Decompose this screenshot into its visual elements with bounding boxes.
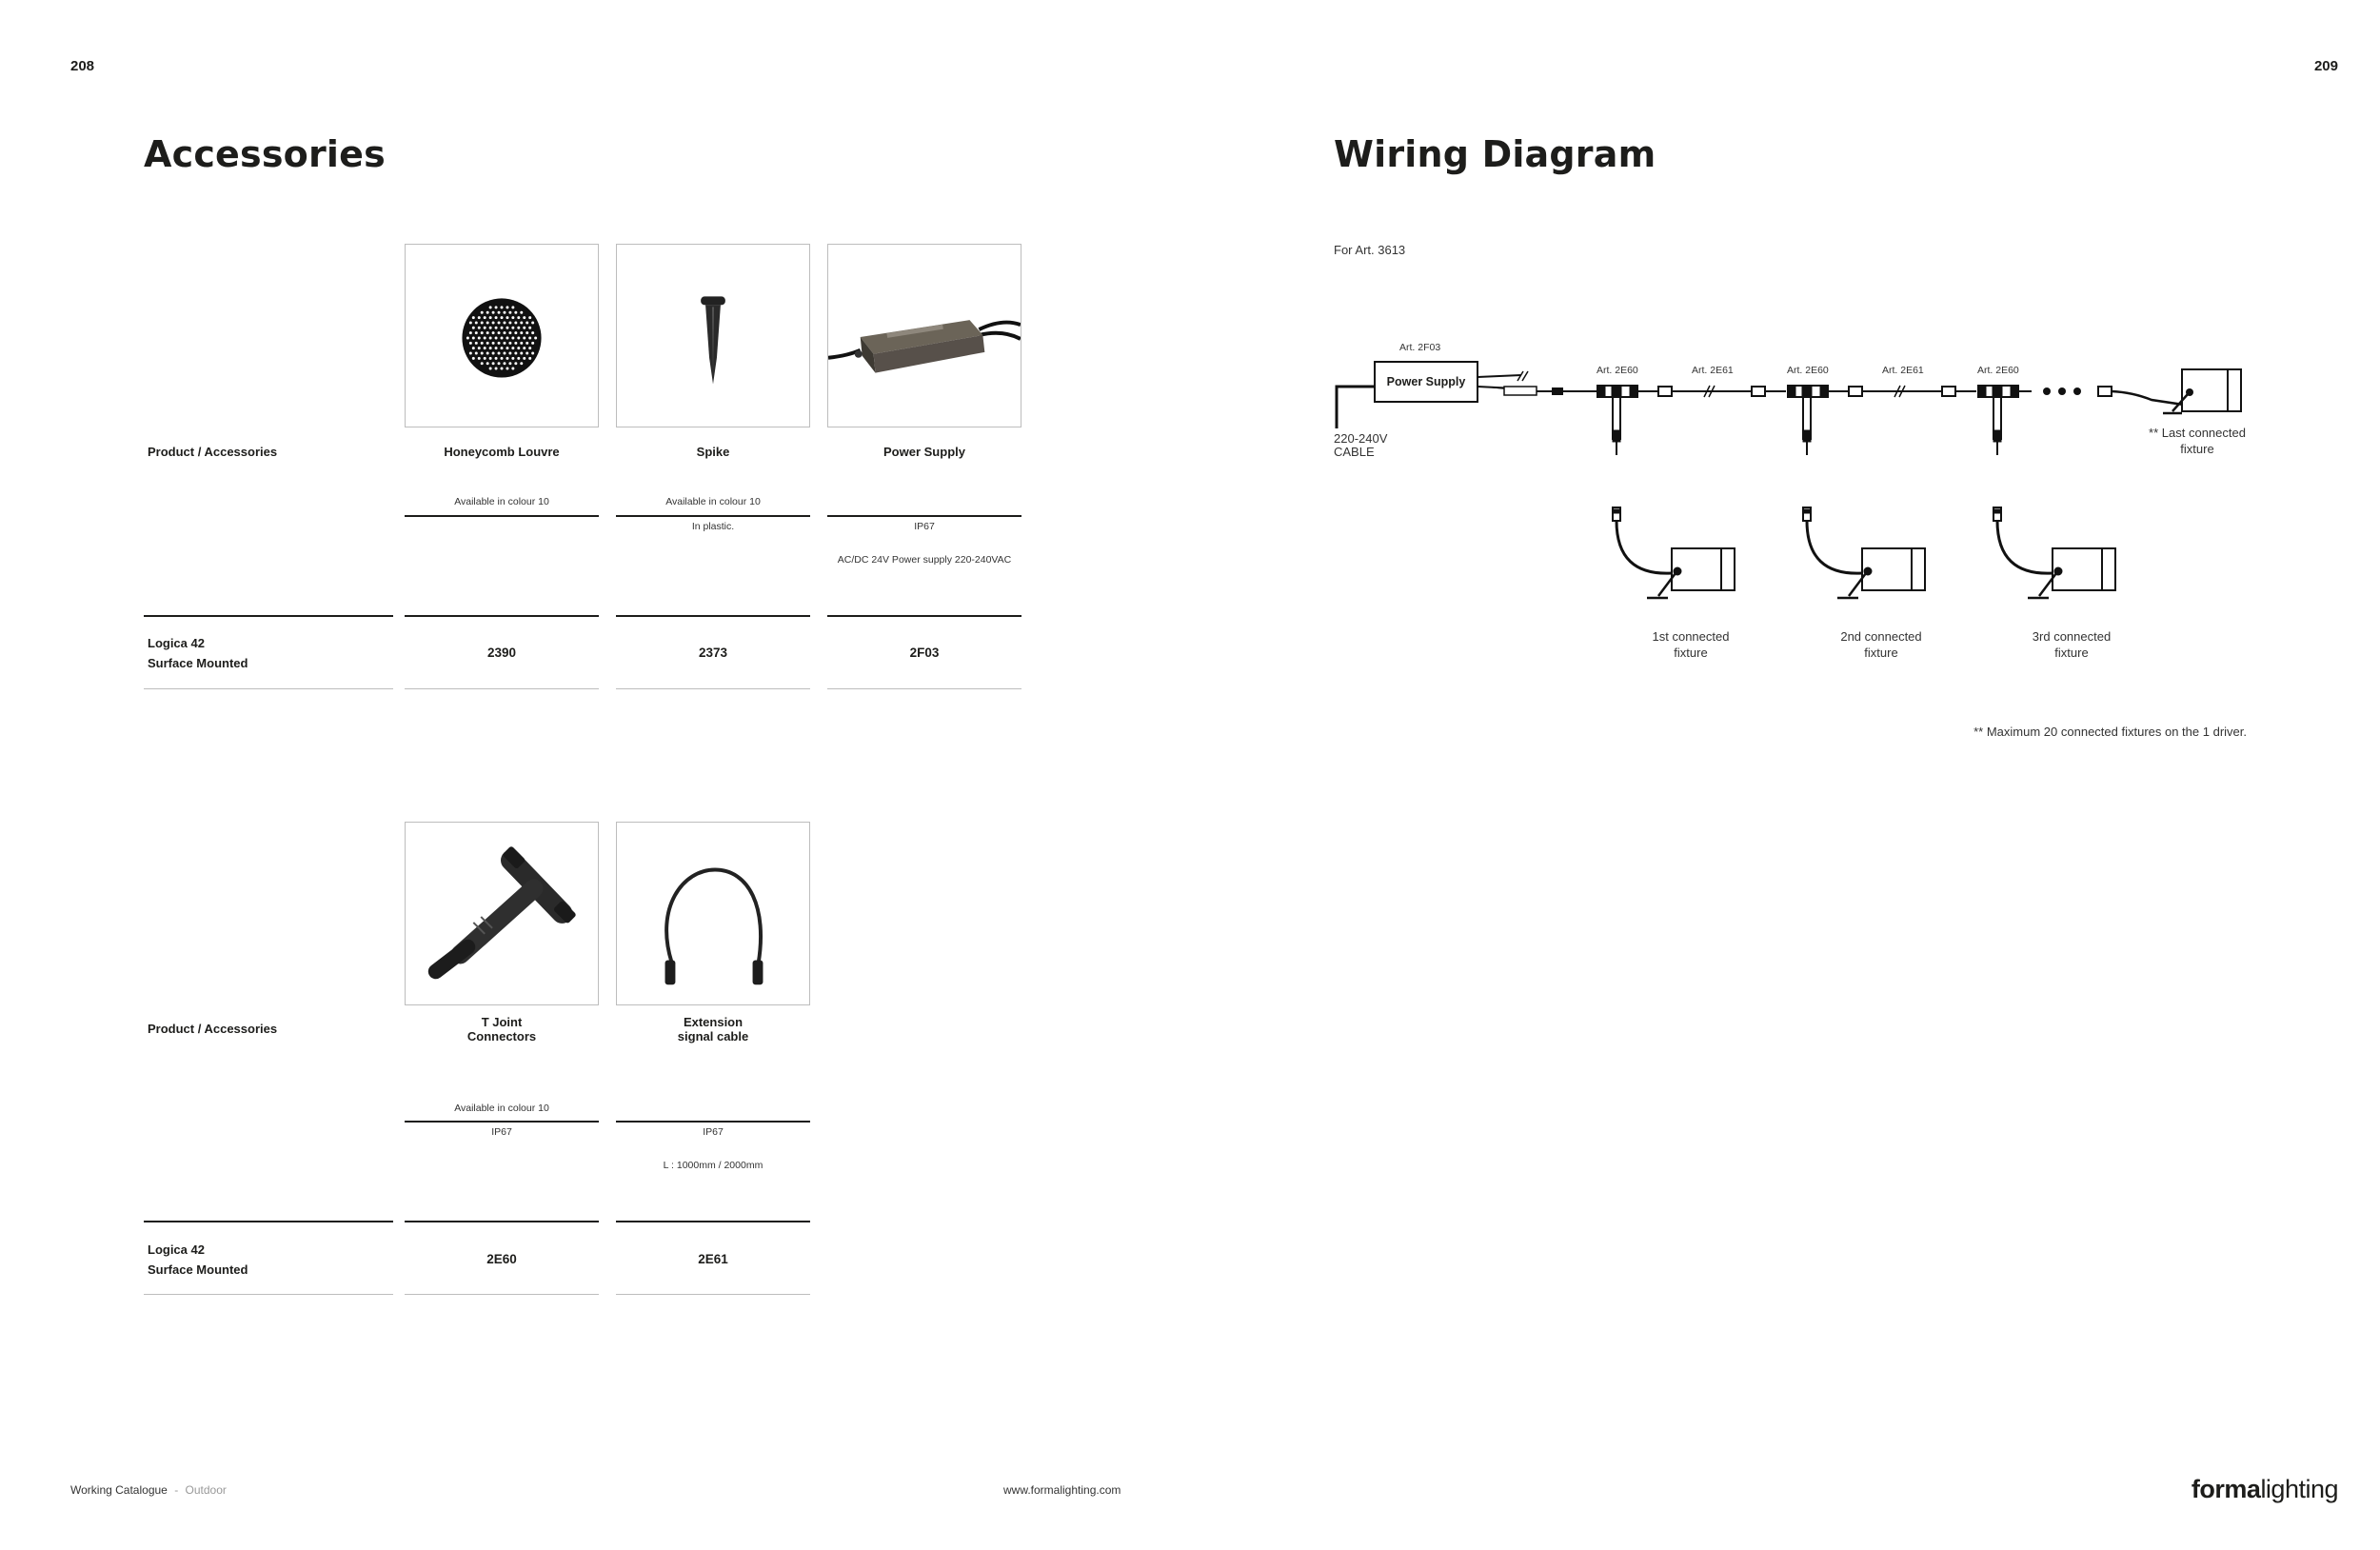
t-joint-connector-graphic: [406, 823, 598, 1004]
divider: [616, 1294, 810, 1295]
product-name-extension-cable: Extension signal cable: [677, 1015, 749, 1043]
article-code-2373: 2373: [698, 646, 728, 660]
extension-cable-graphic: [617, 823, 809, 1004]
note-spike-material: In plastic.: [691, 521, 735, 532]
note-honeycomb-colour: Available in colour 10: [454, 496, 549, 507]
divider: [405, 688, 599, 689]
divider: [405, 1221, 599, 1222]
article-code-2E60: 2E60: [486, 1252, 517, 1266]
footer-catalogue-name: Working Catalogue: [70, 1483, 168, 1497]
note-extension-length: L : 1000mm / 2000mm: [663, 1160, 764, 1171]
page-title-accessories: Accessories: [144, 133, 386, 175]
model-name-line1: Logica 42: [148, 636, 205, 650]
fixture-label-2: 2nd connected fixture: [1840, 629, 1922, 660]
footer-section: Outdoor: [185, 1483, 227, 1497]
page-title-wiring-diagram: Wiring Diagram: [1334, 133, 1656, 175]
art-label-power-supply: Art. 2F03: [1399, 342, 1441, 353]
wiring-footnote: ** Maximum 20 connected fixtures on the 1 driver.: [1973, 725, 2247, 739]
product-name-power-supply: Power Supply: [883, 445, 965, 459]
divider: [144, 615, 393, 617]
fixture-label-1: 1st connected fixture: [1652, 629, 1730, 660]
fixture-label-3: 3rd connected fixture: [2032, 629, 2112, 660]
divider: [405, 1294, 599, 1295]
note-spike-colour: Available in colour 10: [665, 496, 761, 507]
divider: [144, 688, 393, 689]
article-code-2F03: 2F03: [909, 646, 940, 660]
note-t-joint-ip: IP67: [491, 1126, 512, 1138]
divider: [616, 615, 810, 617]
t-joint-connector-image: [405, 822, 599, 1005]
page-number-right: 209: [2313, 58, 2338, 74]
art-label-extension-2: Art. 2E61: [1882, 365, 1924, 376]
honeycomb-louvre-image: [405, 244, 599, 427]
model-name-line1: Logica 42: [148, 1242, 205, 1257]
divider: [144, 1221, 393, 1222]
product-name-honeycomb-louvre: Honeycomb Louvre: [444, 445, 560, 459]
art-label-extension-1: Art. 2E61: [1692, 365, 1734, 376]
footer-website-link[interactable]: www.formalighting.com: [1003, 1483, 1121, 1497]
model-name-line2: Surface Mounted: [148, 1262, 248, 1277]
page-number-left: 208: [70, 58, 95, 74]
art-label-t-joint-3: Art. 2E60: [1977, 365, 2019, 376]
power-supply-graphic: [828, 245, 1021, 427]
model-name: [148, 1240, 248, 1280]
model-name: [148, 633, 248, 673]
power-supply-box-label: Power Supply: [1386, 375, 1466, 388]
divider: [144, 1294, 393, 1295]
product-name-t-joint: T Joint Connectors: [466, 1015, 537, 1043]
divider: [616, 688, 810, 689]
honeycomb-louvre-graphic: [406, 245, 598, 427]
art-label-t-joint-1: Art. 2E60: [1597, 365, 1638, 376]
brand-logo: [2192, 1475, 2338, 1504]
last-fixture-label: ** Last connected fixture: [2149, 426, 2246, 456]
divider: [827, 515, 1021, 517]
article-code-2390: 2390: [486, 646, 517, 660]
divider: [405, 515, 599, 517]
power-supply-image: [827, 244, 1021, 427]
footer-separator: -: [174, 1483, 179, 1497]
spike-graphic: [617, 245, 809, 427]
brand-logo-bold: forma: [2191, 1475, 2261, 1503]
divider: [616, 1121, 810, 1123]
note-extension-ip: IP67: [703, 1126, 724, 1138]
spike-image: [616, 244, 810, 427]
divider: [405, 1121, 599, 1123]
wiring-subtitle: For Art. 3613: [1334, 243, 1406, 257]
note-t-joint-colour: Available in colour 10: [454, 1103, 549, 1114]
model-name-line2: Surface Mounted: [148, 656, 248, 670]
brand-logo-light: lighting: [2260, 1475, 2338, 1503]
cable-label: 220-240V CABLE: [1334, 431, 1388, 459]
article-code-2E61: 2E61: [698, 1252, 728, 1266]
extension-cable-image: [616, 822, 810, 1005]
divider: [827, 688, 1021, 689]
row-label-product: Product / Accessories: [148, 445, 278, 459]
footer-catalogue: [70, 1483, 227, 1497]
product-name-spike: Spike: [696, 445, 730, 459]
note-power-supply-spec: AC/DC 24V Power supply 220-240VAC: [837, 554, 1012, 566]
art-label-t-joint-2: Art. 2E60: [1787, 365, 1829, 376]
row-label-product: Product / Accessories: [148, 1022, 278, 1036]
divider: [616, 515, 810, 517]
note-power-supply-ip: IP67: [914, 521, 935, 532]
divider: [405, 615, 599, 617]
divider: [616, 1221, 810, 1222]
divider: [827, 615, 1021, 617]
